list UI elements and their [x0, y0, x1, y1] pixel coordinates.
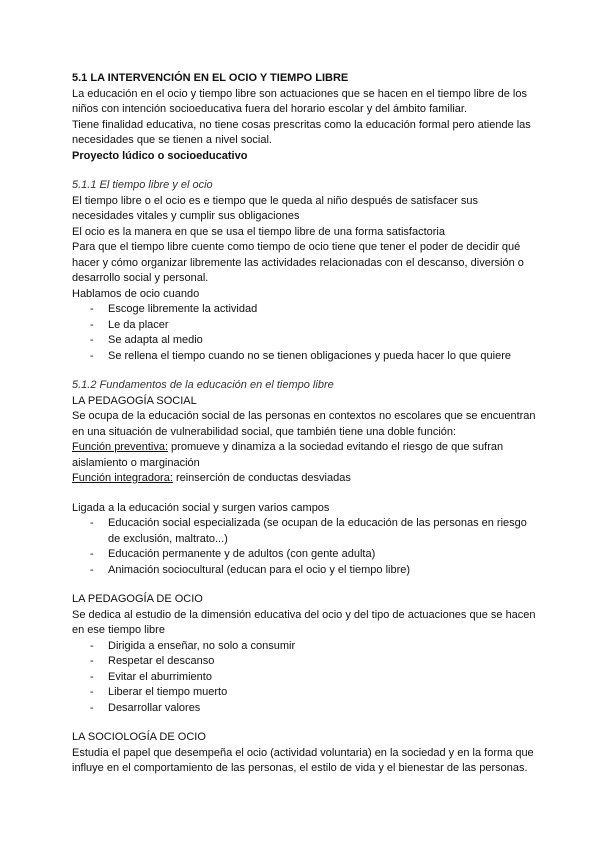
- funcion-integradora: [72, 471, 540, 487]
- funcion-preventiva-label: Función preventiva:: [72, 441, 168, 453]
- list-item: - Escoge libremente la actividad: [90, 302, 540, 318]
- list-item: - Desarrollar valores: [90, 701, 540, 717]
- list-item: - Le da placer: [90, 318, 540, 334]
- paragraph: Se ocupa de la educación social de las personas en contextos no escolares que se encuentran en una situación de vulnerabilidad social, que también tiene una doble función:: [72, 410, 536, 438]
- ped-ocio-list: [72, 639, 540, 717]
- intro-paragraph-1: La educación en el ocio y tiempo libre son actuaciones que se hacen en el tiempo libre de los niños con intención socioeducativa fuera del horario escolar y del ámbito familiar.: [72, 87, 527, 115]
- list-item: - Liberar el tiempo muerto: [90, 685, 540, 701]
- campos-list: [72, 516, 540, 578]
- paragraph: El ocio es la manera en que se usa el tiempo libre de una forma satisfactoria: [72, 225, 445, 238]
- intro-paragraph-2: Tiene finalidad educativa, no tiene cosas prescritas como la educación formal pero atiende las necesidades que se tienen a nivel social.: [72, 118, 531, 146]
- paragraph: Se dedica al estudio de la dimensión educativa del ocio y del tipo de actuaciones que se hacen en ese tiempo libre: [72, 608, 536, 636]
- paragraph: El tiempo libre o el ocio es e tiempo que le queda al niño después de satisfacer sus necesidades vitales y cumplir sus obligaciones: [72, 194, 479, 222]
- project-title: Proyecto lúdico o socioeducativo: [72, 149, 248, 162]
- socio-ocio-heading: LA SOCIOLOGÍA DE OCIO: [72, 731, 206, 743]
- list-item: - Educación social especializada (se ocupan de la educación de las personas en riesgo de exclusión, maltrato...): [90, 516, 540, 547]
- list-item: - Respetar el descanso: [90, 654, 540, 670]
- ocio-conditions-list: [72, 302, 540, 364]
- paragraph: Estudia el papel que desempeña el ocio (actividad voluntaria) en la sociedad y en la forma que influye en el comportamiento de las personas, el estilo de vida y el bienestar de las personas.: [72, 746, 534, 774]
- funcion-integradora-label: Función integradora:: [72, 472, 173, 484]
- funcion-preventiva: [72, 440, 540, 471]
- list-item: - Animación sociocultural (educan para el ocio y el tiempo libre): [90, 563, 540, 579]
- subsection-title-511: 5.1.1 El tiempo libre y el ocio: [72, 179, 213, 191]
- paragraph: Para que el tiempo libre cuente como tiempo de ocio tiene que tener el poder de decidir qué hacer y cómo organizar libremente las actividades relacionadas con el descanso, diversión o desarrollo social y personal.: [72, 241, 524, 284]
- list-item: - Dirigida a enseñar, no solo a consumir: [90, 639, 540, 655]
- list-item: - Educación permanente y de adultos (con gente adulta): [90, 547, 540, 563]
- list-item: - Evitar el aburrimiento: [90, 670, 540, 686]
- ped-social-heading: LA PEDAGOGÍA SOCIAL: [72, 394, 197, 407]
- subsection-title-512: 5.1.2 Fundamentos de la educación en el tiempo libre: [72, 379, 334, 391]
- list-item: - Se rellena el tiempo cuando no se tienen obligaciones y pueda hacer lo que quiere: [90, 349, 540, 365]
- funcion-preventiva-text: promueve y dinamiza a la sociedad evitando el riesgo de que sufran aislamiento o marginación: [72, 441, 504, 469]
- ped-ocio-heading: LA PEDAGOGÍA DE OCIO: [72, 593, 203, 605]
- paragraph: Hablamos de ocio cuando: [72, 287, 200, 300]
- list-item: - Se adapta al medio: [90, 333, 540, 349]
- paragraph: Ligada a la educación social y surgen varios campos: [72, 501, 330, 514]
- funcion-integradora-text: reinserción de conductas desviadas: [172, 472, 351, 484]
- section-heading: 5.1 LA INTERVENCIÓN EN EL OCIO Y TIEMPO LIBRE: [72, 72, 349, 84]
